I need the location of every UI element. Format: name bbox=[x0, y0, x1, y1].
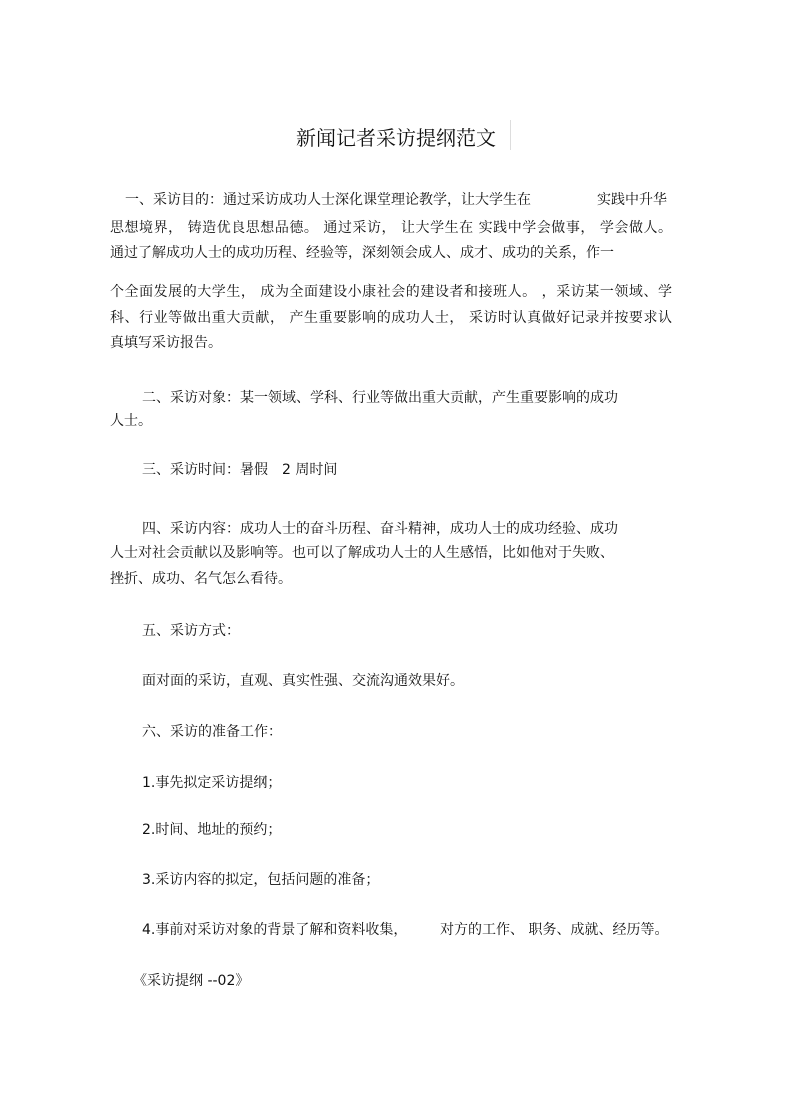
s2-line1: 二、采访对象：某一领域、学科、行业等做出重大贡献，产生重要影响的成功 bbox=[142, 390, 618, 406]
s1-line4: 个全面发展的大学生， 成为全面建设小康社会的建设者和接班人。 ，采访某一领域、学 bbox=[110, 284, 672, 300]
s6-item-4-tail: 对方的工作、 职务、成就、经历等。 bbox=[440, 922, 669, 938]
s5-heading: 五、采访方式： bbox=[142, 623, 240, 639]
text-cursor bbox=[510, 120, 511, 150]
s4-line1: 四、采访内容：成功人士的奋斗历程、奋斗精神，成功人士的成功经验、成功 bbox=[142, 521, 618, 537]
s6-heading: 六、采访的准备工作： bbox=[142, 724, 282, 740]
s1-line5: 科、行业等做出重大贡献， 产生重要影响的成功人士， 采访时认真做好记录并按要求认 bbox=[110, 310, 672, 326]
s1-line1b: 实践中升华 bbox=[597, 192, 667, 208]
s1-line3: 通过了解成功人士的成功历程、经验等，深刻领会成人、成才、成功的关系，作一 bbox=[110, 245, 614, 261]
s6-item-2: 2.时间、地址的预约； bbox=[142, 822, 282, 838]
s1-line2: 思想境界， 铸造优良思想品德。 通过采访， 让大学生在 实践中学会做事， 学会做人。 bbox=[110, 220, 672, 236]
s6-item-1: 1.事先拟定采访提纲； bbox=[142, 775, 282, 791]
s3-line1: 三、采访时间：暑假 2 周时间 bbox=[142, 462, 338, 478]
document-title: 新闻记者采访提纲范文 bbox=[296, 126, 496, 150]
s5-body: 面对面的采访，直观、真实性强、交流沟通效果好。 bbox=[142, 673, 464, 689]
footer-reference: 《采访提纲 --02》 bbox=[133, 973, 250, 989]
s4-line2: 人士对社会贡献以及影响等。也可以了解成功人士的人生感悟，比如他对于失败、 bbox=[110, 545, 614, 561]
s2-line2: 人士。 bbox=[110, 413, 152, 429]
s1-line6: 真填写采访报告。 bbox=[110, 335, 222, 351]
s1-line1a: 一、采访目的：通过采访成功人士深化课堂理论教学，让大学生在 bbox=[125, 192, 531, 208]
s6-item-4: 4.事前对采访对象的背景了解和资料收集， bbox=[142, 922, 408, 938]
s4-line3: 挫折、成功、名气怎么看待。 bbox=[110, 571, 292, 587]
s6-item-3: 3.采访内容的拟定，包括问题的准备； bbox=[142, 872, 380, 888]
